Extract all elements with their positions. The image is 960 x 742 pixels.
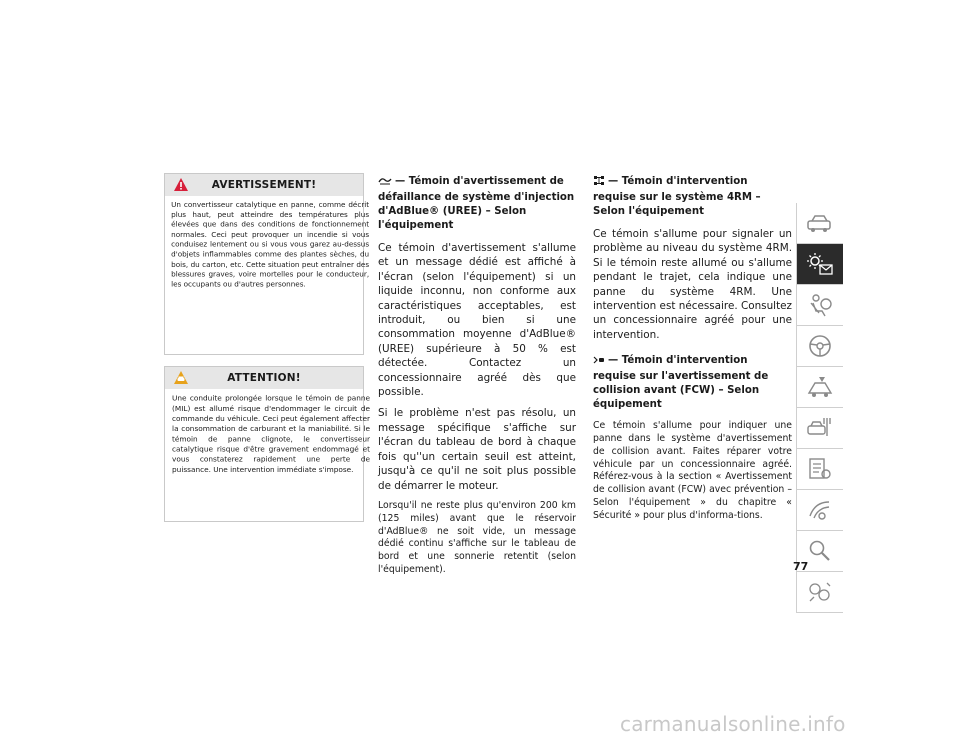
steering-wheel-icon — [805, 332, 835, 360]
dashboard-warning-icon — [805, 250, 835, 278]
adblue-heading — [378, 175, 576, 233]
watermark: carmanualsonline.info — [620, 712, 846, 736]
attention-box-text: Une conduite prolongée lorsque le témoin de panne (MIL) est allumé risque d'endommager le circuit de commande du véhicule. Ceci peut également affecter la consommation de carburant et la maniabilité. Si le témoin de panne clignote, le convertisseur catalytique risque d'être gravement endommagé et vous constaterez rapidement une perte de puissance. Une intervention immédiate s'impose. — [172, 394, 371, 475]
safety-airbag-icon — [805, 291, 835, 319]
fcw-heading — [593, 354, 792, 412]
4wd-service-icon — [593, 175, 605, 191]
4wd-heading — [593, 175, 792, 219]
index-search-icon — [805, 537, 835, 565]
languages-icon — [805, 578, 835, 606]
adblue-paragraph-3: Lorsqu'il ne reste plus qu'environ 200 km (125 miles) avant que le réservoir d'AdBlue® ne soit vide, un message dédié continu s'affiche sur le tableau de bord et une sonnerie retentit (selon l'équipement). — [378, 499, 576, 575]
fcw-service-icon — [593, 355, 605, 370]
warning-box-title: AVERTISSEMENT! — [211, 179, 317, 191]
tab-emergencies[interactable] — [797, 367, 843, 408]
middle-column — [378, 175, 576, 584]
fcw-paragraph: Ce témoin s'allume pour indiquer une panne dans le système d'avertissement de collision avant. Faites réparer votre véhicule par un concessionnaire agréé. Référez-vous à la section « Avertissement de collision avant (FCW) avec prévention – Selon l'équipement » du chapitre « Sécurité » pour plus d'informa-tions. — [593, 420, 792, 521]
tab-safety[interactable] — [797, 285, 843, 326]
page-number: 77 — [793, 560, 809, 573]
fcw-heading-text: — Témoin d'intervention requise sur l'avertissement de collision avant (FCW) – Selon équipement — [593, 355, 769, 411]
4wd-paragraph: Ce témoin s'allume pour signaler un problème au niveau du système 4RM. Si le témoin reste allumé ou s'allume pendant le trajet, cela indique une panne du système 4RM. Une intervention est nécessaire. Consultez un concessionnaire agréé pour une intervention. — [593, 228, 792, 341]
tab-multimedia[interactable] — [797, 490, 843, 531]
adblue-heading-text: — Témoin d'avertissement de défaillance de système d'injection d'AdBlue® (UREE) – Selon l'équipement — [378, 176, 575, 231]
warning-box — [164, 173, 370, 355]
service-maintenance-icon — [805, 414, 835, 442]
chapter-tabs — [796, 203, 843, 613]
tab-dashboard[interactable] — [797, 244, 843, 285]
tab-languages[interactable] — [797, 572, 843, 613]
warning-box-text: Un convertisseur catalytique en panne, comme décrit plus haut, peut atteindre des températures plus élevées que dans des conditions de fonctionnement normales. Ceci peut provoquer un incendie si vous conduisez lentement ou si vous vous garez au-dessus d'objets inflammables comme des plantes sèches, du bois, du carton, etc. Cette situation peut entraîner des blessures graves, voire mortelles pour le conducteur, les occupants ou d'autres personnes. — [171, 200, 370, 289]
tab-vehicle-info[interactable] — [797, 203, 843, 244]
adblue-paragraph-1: Ce témoin d'avertissement s'allume et un message dédié est affiché à l'écran (selon l'équipement) si un liquide inconnu, non conforme aux caractéristiques acceptables, est introduit, ou bien si une consommation moyenne d'AdBlue® (UREE) supérieure à 50 % est détectée. Contactez un concessionnaire agréé dès que possible. — [378, 242, 576, 399]
multimedia-icon — [805, 496, 835, 524]
attention-box-header — [165, 367, 363, 389]
emergency-vehicle-icon — [805, 373, 835, 401]
vehicle-info-icon — [805, 209, 835, 237]
4wd-heading-text: — Témoin d'intervention requise sur le système 4RM – Selon l'équipement — [593, 176, 761, 217]
right-column — [593, 175, 792, 530]
specifications-list-icon — [805, 455, 835, 483]
tab-servicing[interactable] — [797, 408, 843, 449]
attention-box-title: ATTENTION! — [227, 372, 301, 384]
tab-starting-operating[interactable] — [797, 326, 843, 367]
warning-box-header — [165, 174, 363, 196]
adblue-paragraph-2: Si le problème n'est pas résolu, un message spécifique s'affiche sur l'écran du tableau de bord à chaque fois qu''un certain seuil est atteint, jusqu'à ce qu'il ne soit plus possible de démarrer le moteur. — [378, 407, 576, 492]
adblue-injector-icon — [378, 176, 392, 191]
tab-specifications[interactable] — [797, 449, 843, 490]
attention-box — [164, 366, 371, 522]
